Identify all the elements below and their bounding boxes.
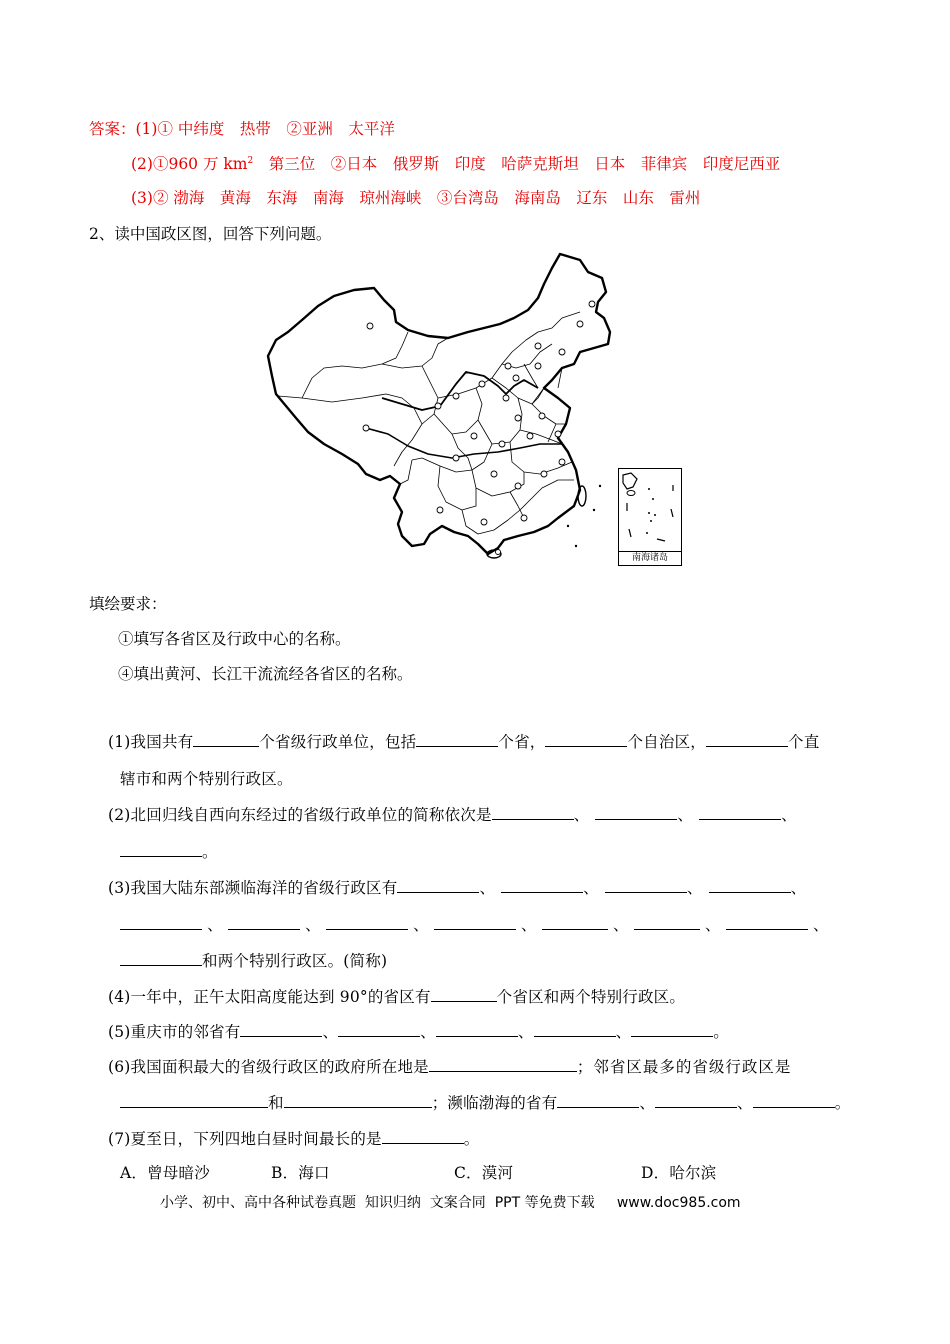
inset-label: 南海诸岛 xyxy=(619,551,681,565)
taiwan-island xyxy=(578,486,586,506)
q1-text-c: 个省， xyxy=(498,733,546,751)
blank[interactable] xyxy=(501,878,583,893)
blank[interactable] xyxy=(416,732,498,747)
q5-text-a: (5)重庆市的邻省有 xyxy=(108,1023,241,1041)
blank[interactable] xyxy=(434,915,516,930)
question-6-line-1 xyxy=(108,1055,791,1077)
question-2-line-1: (2)北回归线自西向东经过的省级行政单位的简称依次是 、 、 、 xyxy=(108,806,797,824)
requirements-title: 填绘要求： xyxy=(89,595,167,613)
option-a[interactable]: A．曾母暗沙 xyxy=(120,1164,210,1182)
blank[interactable] xyxy=(753,1093,835,1108)
question-2-title: 2、读中国政区图，回答下列问题。 xyxy=(89,225,332,243)
blank[interactable] xyxy=(699,805,781,820)
option-d[interactable]: D．哈尔滨 xyxy=(641,1164,717,1182)
q2-text-a: (2)北回归线自西向东经过的省级行政单位的简称依次是 xyxy=(108,806,492,824)
q6-end: 。 xyxy=(834,1094,851,1112)
q7-text: (7)夏至日，下列四地白昼时间最长的是 xyxy=(108,1130,382,1148)
blank[interactable] xyxy=(120,842,202,857)
q1-text-a: (1)我国共有 xyxy=(108,733,194,751)
answer-line-1: 答案：(1)① 中纬度 热带 ②亚洲 太平洋 xyxy=(89,120,395,138)
q1-text-e: 个直 xyxy=(788,733,820,751)
blank[interactable] xyxy=(492,805,574,820)
answer-line-2-post: 第三位 ②日本 俄罗斯 印度 哈萨克斯坦 日本 菲律宾 印度尼西亚 xyxy=(253,155,781,173)
blank[interactable] xyxy=(631,1022,713,1037)
answer-line-3: (3)② 渤海 黄海 东海 南海 琼州海峡 ③台湾岛 海南岛 辽东 山东 雷州 xyxy=(131,189,701,207)
china-map xyxy=(262,248,612,560)
question-2-line-2 xyxy=(120,840,218,862)
question-5: (5)重庆市的邻省有 、 、 、 、 。 xyxy=(108,1023,729,1041)
question-3-line-1: (3)我国大陆东部濒临海洋的省级行政区有 、 、 、 、 xyxy=(108,879,807,897)
q1-text-d: 个自治区， xyxy=(627,733,706,751)
requirement-item-2: ④填出黄河、长江干流流经各省区的名称。 xyxy=(118,665,413,683)
q5-end: 。 xyxy=(713,1023,729,1041)
blank[interactable] xyxy=(429,1057,577,1072)
q3-end: 和两个特别行政区。(简称) xyxy=(202,952,388,970)
blank[interactable] xyxy=(634,915,700,930)
blank[interactable] xyxy=(382,1129,464,1144)
question-3-line-2: 、 、 、 、 、 、 、 xyxy=(120,913,829,935)
blank[interactable] xyxy=(431,987,497,1002)
blank[interactable] xyxy=(120,951,202,966)
blank[interactable] xyxy=(228,915,300,930)
blank[interactable] xyxy=(284,1093,432,1108)
option-c[interactable]: C．漠河 xyxy=(454,1164,514,1182)
blank[interactable] xyxy=(542,915,608,930)
inset-map xyxy=(619,469,680,551)
blank[interactable] xyxy=(605,878,687,893)
blank[interactable] xyxy=(709,878,791,893)
q6-text-a: (6)我国面积最大的省级行政区的政府所在地是 xyxy=(108,1058,429,1076)
q6-text-b: ；邻省区最多的省级行政区是 xyxy=(576,1058,792,1076)
blank[interactable] xyxy=(655,1093,737,1108)
q6-text-c: 和 xyxy=(268,1094,284,1112)
answer-line-2 xyxy=(131,152,780,174)
blank[interactable] xyxy=(120,1093,268,1108)
requirement-item-1: ①填写各省区及行政中心的名称。 xyxy=(118,630,351,648)
blank[interactable] xyxy=(545,732,627,747)
south-china-sea-inset xyxy=(618,468,682,566)
small-islands xyxy=(567,485,601,547)
q6-text-d: ；濒临渤海的省有 xyxy=(431,1094,558,1112)
q2-end: 。 xyxy=(202,843,218,861)
blank[interactable] xyxy=(557,1093,639,1108)
question-7 xyxy=(108,1127,479,1149)
question-1-line-2: 辖市和两个特别行政区。 xyxy=(120,770,293,788)
blank[interactable] xyxy=(240,1022,322,1037)
q4-text-a: (4)一年中，正午太阳高度能达到 90°的省区有 xyxy=(108,988,431,1006)
option-b[interactable]: B．海口 xyxy=(271,1164,330,1182)
q3-text-a: (3)我国大陆东部濒临海洋的省级行政区有 xyxy=(108,879,398,897)
q7-end: 。 xyxy=(463,1130,480,1148)
superscript: 2 xyxy=(247,155,254,166)
question-6-line-2: 和 ；濒临渤海的省有 、 、 。 xyxy=(120,1091,850,1113)
blank[interactable] xyxy=(534,1022,616,1037)
question-4 xyxy=(108,985,685,1007)
blank[interactable] xyxy=(726,915,808,930)
blank[interactable] xyxy=(595,805,677,820)
question-1-line-1 xyxy=(108,730,819,752)
blank[interactable] xyxy=(326,915,408,930)
question-3-line-3 xyxy=(120,949,387,971)
blank[interactable] xyxy=(120,915,202,930)
blank[interactable] xyxy=(436,1022,518,1037)
footer: 小学、初中、高中各种试卷真题 知识归纳 文案合同 PPT 等免费下载 www.doc985.com xyxy=(160,1195,741,1211)
q1-text-b: 个省级行政单位，包括 xyxy=(259,733,417,751)
blank[interactable] xyxy=(397,878,479,893)
answer-line-2-pre: (2)①960 万 km xyxy=(131,155,248,173)
blank[interactable] xyxy=(338,1022,420,1037)
blank[interactable] xyxy=(193,732,259,747)
q4-text-b: 个省区和两个特别行政区。 xyxy=(496,988,686,1006)
blank[interactable] xyxy=(706,732,788,747)
